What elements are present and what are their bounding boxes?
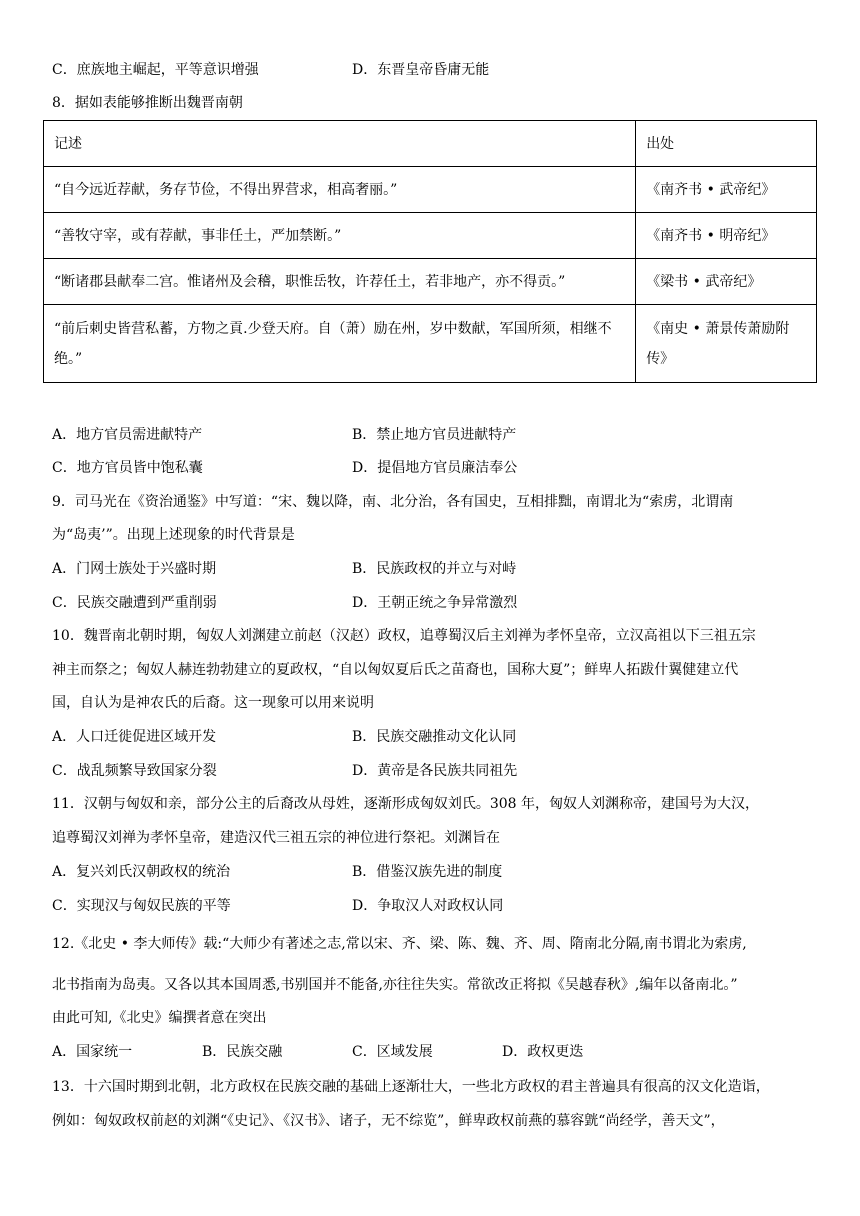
table-row (44, 167, 817, 213)
q10-option-b: B．民族交融推动文化认同 (352, 729, 517, 745)
table-cell-source: 《梁书 • 武帝纪》 (636, 259, 817, 305)
q9-option-b: B．民族政权的并立与对峙 (352, 561, 517, 577)
q9-stem-line1: 9．司马光在《资治通鉴》中写道：“宋、魏以降，南、北分治，各有国史，互相排黜，南谓北为“索虏，北谓南 (52, 494, 734, 510)
table-row (44, 213, 817, 259)
table-row (44, 259, 817, 305)
q8-option-a: A．地方官员需进献特产 (52, 427, 203, 443)
q10-option-d: D．黄帝是各民族共同祖先 (352, 763, 518, 779)
table-cell-record: “断诸郡县献奉二宫。惟诸州及会稽，职惟岳牧，许荐任土，若非地产，亦不得贡。” (44, 259, 636, 305)
q13-stem-line2: 例如：匈奴政权前赵的刘渊“《史记》、《汉书》、诸子，无不综览”，鲜卑政权前燕的慕容皝“尚经学，善天文”， (52, 1113, 725, 1129)
q10-stem-line2: 神主而祭之；匈奴人赫连勃勃建立的夏政权，“自以匈奴夏后氏之苗裔也，国称大夏”；鲜卑人拓跋什翼健建立代 (52, 662, 739, 678)
q11-option-a: A．复兴刘氏汉朝政权的统治 (52, 864, 231, 880)
q7-option-c: C．庶族地主崛起，平等意识增强 (52, 62, 259, 78)
q12-option-c: C．区域发展 (352, 1044, 433, 1060)
q11-option-c: C．实现汉与匈奴民族的平等 (52, 898, 231, 914)
q12-stem-line2: 北书指南为岛夷。又各以其本国周悉,书别国并不能备,亦往往失实。常欲改正将拟《吴越春秋》,编年以备南北。” (52, 977, 738, 993)
table-cell-source: 《南齐书 • 明帝纪》 (636, 213, 817, 259)
q8-option-b: B．禁止地方官员进献特产 (352, 427, 517, 443)
table-cell-source: 《南史 • 萧景传萧励附传》 (636, 305, 817, 383)
q12-stem-line1: 12.《北史 • 李大师传》载:“大师少有著述之志,常以宋、齐、梁、陈、魏、齐、周、隋南北分隔,南书谓北为索虏, (52, 936, 747, 952)
table-header-row (44, 121, 817, 167)
table-cell-record: “自今远近荐献，务存节俭，不得出界营求，相高奢丽。” (44, 167, 636, 213)
q8-option-c: C．地方官员皆中饱私囊 (52, 460, 203, 476)
q10-stem-line3: 国，自认为是神农氏的后裔。这一现象可以用来说明 (52, 695, 374, 711)
q9-option-d: D．王朝正统之争异常激烈 (352, 595, 518, 611)
q7-option-d: D．东晋皇帝昏庸无能 (352, 62, 490, 78)
q11-option-d: D．争取汉人对政权认同 (352, 898, 504, 914)
table-header-cell: 出处 (636, 121, 817, 167)
q11-option-b: B．借鉴汉族先进的制度 (352, 864, 503, 880)
table-header-cell: 记述 (44, 121, 636, 167)
q9-stem-line2: 为“岛夷’”。出现上述现象的时代背景是 (52, 527, 295, 543)
q12-option-d: D．政权更迭 (502, 1044, 584, 1060)
q10-option-a: A．人口迁徙促进区域开发 (52, 729, 217, 745)
q11-stem-line2: 追尊蜀汉刘禅为孝怀皇帝，建造汉代三祖五宗的神位进行祭祀。刘渊旨在 (52, 830, 500, 846)
q9-option-c: C．民族交融遭到严重削弱 (52, 595, 217, 611)
table-cell-record: “前后刺史皆营私蓄，方物之貢.少登天府。自（萧）励在州，岁中数献，军国所须，相继不绝。” (44, 305, 636, 383)
q12-stem-line3: 由此可知,《北史》编撰者意在突出 (52, 1010, 267, 1026)
q8-option-d: D．提倡地方官员廉洁奉公 (352, 460, 518, 476)
q10-option-c: C．战乱频繁导致国家分裂 (52, 763, 217, 779)
q9-option-a: A．门网士族处于兴盛时期 (52, 561, 217, 577)
table-row (44, 305, 817, 383)
q8-source-table (43, 120, 817, 383)
table-cell-record: “善牧守宰，或有荐献，事非任土，严加禁断。” (44, 213, 636, 259)
q11-stem-line1: 11．汉朝与匈奴和亲，部分公主的后裔改从母姓，逐渐形成匈奴刘氏。308 年，匈奴人刘渊称帝，建国号为大汉， (52, 796, 759, 812)
table-cell-source: 《南齐书 • 武帝纪》 (636, 167, 817, 213)
q12-option-b: B．民族交融 (202, 1044, 283, 1060)
q13-stem-line1: 13．十六国时期到北朝，北方政权在民族交融的基础上逐渐壮大，一些北方政权的君主普遍具有很高的汉文化造诣， (52, 1079, 770, 1095)
q12-option-a: A．国家统一 (52, 1044, 133, 1060)
q10-stem-line1: 10．魏晋南北朝时期，匈奴人刘渊建立前赵（汉赵）政权，追尊蜀汉后主刘禅为孝怀皇帝，立汉高祖以下三祖五宗 (52, 628, 756, 644)
q8-stem: 8．据如表能够推断出魏晋南朝 (52, 95, 243, 111)
